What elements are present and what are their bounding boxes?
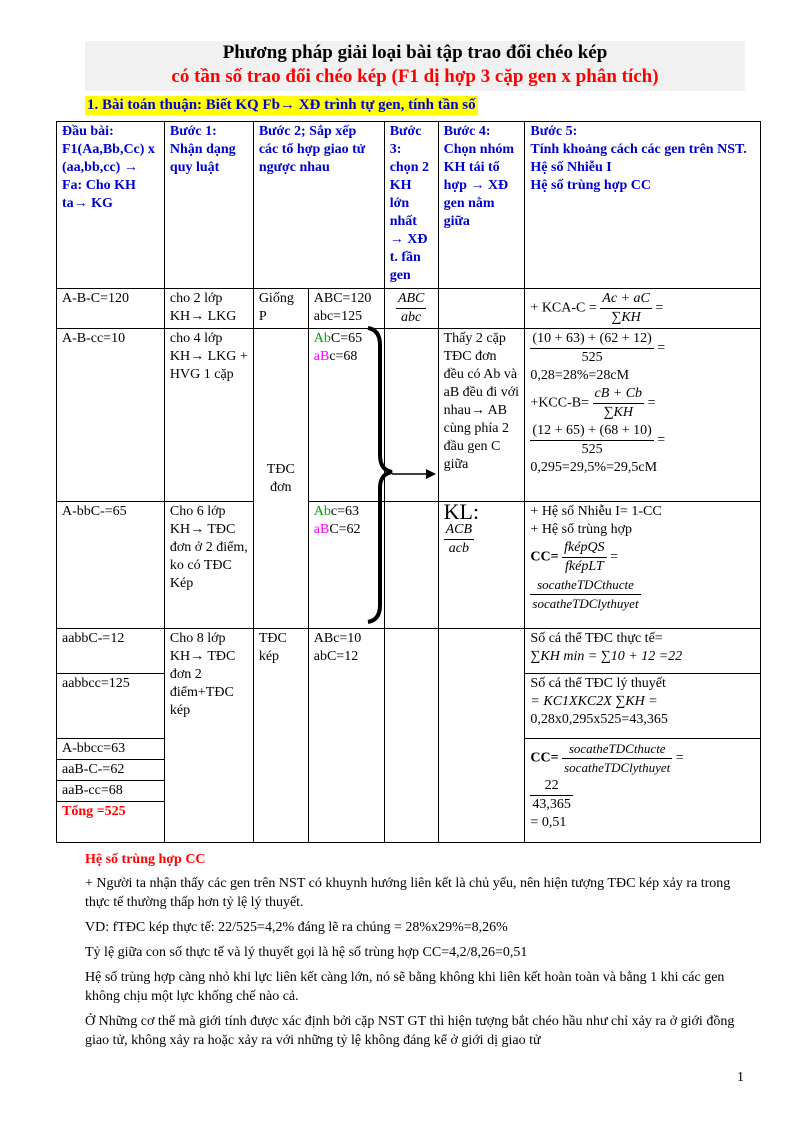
header-de-bai: Đầu bài: F1(Aa,Bb,Cc) x (aa,bb,cc) → Fa: Cho KH ta→ KG — [57, 122, 165, 289]
calc-denominator: 525 — [581, 442, 603, 457]
kc-cb-label: +KCC-B= — [530, 395, 589, 411]
tdc-kep-label: TĐC kép — [253, 629, 308, 843]
so-ca-the-ly-thuyet-result: 0,28x0,295x525=43,365 — [530, 712, 668, 727]
he-so-trung-hop: + Hệ số trùng hợp — [530, 522, 633, 537]
row1-step4 — [438, 289, 525, 329]
notes-paragraph-5: Ở Những cơ thể mà giới tính được xác định bởi cặp NST GT thì hiện tượng bắt chéo hầu như chỉ xảy ra ở giới đồng giao tử, không xảy ra hoặc xảy ra với những tỷ lệ không đáng kể ở giới dị giao tử — [85, 1014, 735, 1048]
title-box — [85, 41, 745, 91]
header-buoc-3: Bước 3: chọn 2 KH lớn nhất → XĐ t. fần gen — [384, 122, 438, 289]
notes-paragraph-2: VD: fTĐC kép thực tế: 22/525=4,2% đáng lẽ ra chúng = 28%x29%=8,26% — [85, 920, 508, 935]
row3-gamete-1 — [314, 503, 379, 521]
row3-step4 — [438, 499, 525, 629]
row4-step4 — [438, 629, 525, 843]
cc-f-fraction — [562, 539, 606, 576]
cc-s-fraction — [530, 576, 640, 613]
conclusion-fraction — [444, 521, 474, 558]
equals-sign: = — [657, 432, 666, 448]
row3-gamete-2 — [314, 521, 379, 539]
gamete-ab-pink: aB — [313, 522, 330, 537]
cc-result: = 0,51 — [530, 815, 567, 830]
page-subtitle-red: có tần số trao đổi chéo kép (F1 dị hợp 3 cặp gen x phân tích) — [171, 66, 659, 87]
row2-step3 — [384, 329, 438, 502]
notes-section — [85, 850, 745, 1056]
row4-step1: Cho 8 lớp KH→ TĐC đơn 2 điểm+TĐC kép — [164, 629, 253, 843]
row2-gametes — [308, 329, 384, 502]
cc-f-denominator: fképLT — [565, 559, 604, 574]
row2-step1: cho 4 lớp KH→ LKG + HVG 1 cặp — [164, 329, 253, 502]
row1-phenotype: A-B-C=120 — [57, 289, 165, 329]
row5-phenotype: aabbcc=125 — [57, 674, 165, 739]
notes-paragraph-1: + Người ta nhận thấy các gen trên NST có khuynh hướng liên kết là chủ yếu, nên hiện tượng TĐC kép xảy ra trong thực tế thường thấp hơn tỷ lệ lý thuyết. — [85, 876, 731, 910]
cc-label: CC= — [530, 750, 559, 766]
kc-ac-calc-fraction — [530, 330, 653, 367]
kc-ac-label: + KCA-C = — [530, 300, 597, 316]
calc-denominator: 525 — [581, 350, 603, 365]
cc-value-formula — [530, 777, 755, 814]
kc-ac-denominator: ∑KH — [611, 310, 641, 325]
row3-step5 — [525, 502, 761, 629]
gamete-value: c=63 — [330, 504, 359, 519]
he-so-nhieu: + Hệ số Nhiễu I= 1-CC — [530, 504, 662, 519]
equals-sign: = — [610, 549, 618, 565]
tdc-don-label: TĐC đơn — [266, 461, 295, 495]
row4-step3 — [384, 629, 438, 843]
phenotype-aab-c: aaB-C-=62 — [57, 760, 164, 781]
page-title: Phương pháp giải loại bài tập trao đổi chéo kép — [222, 42, 608, 63]
phenotype-aab-cc: aaB-cc=68 — [57, 781, 164, 802]
row1-step1: cho 2 lớp KH→ LKG — [164, 289, 253, 329]
cc-label: CC= — [530, 549, 559, 565]
row4-gamete-2: abC=12 — [313, 649, 359, 664]
notes-heading: Hệ số trùng hợp CC — [85, 852, 206, 867]
gamete-ab-green: Ab — [313, 331, 331, 346]
kc-ac-fraction — [600, 290, 652, 327]
header-buoc-5-desc: Tính khoảng cách các gen trên NST. — [530, 142, 747, 157]
fraction-denominator: abc — [401, 310, 422, 325]
row3-step3 — [384, 502, 438, 629]
kc-cb-result: 0,295=29,5%=29,5cM — [530, 460, 658, 475]
method-table — [56, 121, 761, 843]
conclusion-numerator: ACB — [444, 521, 474, 540]
kc-ac-equals: = — [655, 300, 664, 316]
section-heading: 1. Bài toán thuận: Biết KQ Fb→ XĐ trình tự gen, tính tần số — [87, 97, 476, 113]
tdc-don-label-cell — [253, 329, 308, 629]
kc-cb-formula — [530, 385, 755, 422]
phenotype-a-bbcc: A-bbcc=63 — [57, 739, 164, 760]
calc-numerator: (12 + 65) + (68 + 10) — [530, 422, 653, 441]
header-buoc-5 — [525, 122, 761, 289]
page-number: 1 — [737, 1070, 744, 1085]
gamete-ab-green: Ab — [313, 504, 331, 519]
cc-value-numerator: 22 — [530, 777, 573, 796]
kc-cb-denominator: ∑KH — [603, 405, 633, 420]
total-count: Tổng =525 — [62, 804, 126, 819]
header-buoc-2: Bước 2; Sắp xếp các tổ hợp giao tử ngược nhau — [253, 122, 384, 289]
row1-gamete-abc-lower: abc=125 — [313, 309, 363, 324]
kc-ac-numerator: Ac + aC — [600, 290, 652, 309]
row2-step5 — [525, 329, 761, 502]
row1-giong-p: Giống P — [253, 289, 308, 329]
cc-f-numerator: fképQS — [562, 539, 606, 558]
row3-phenotype: A-bbC-=65 — [57, 502, 165, 629]
cc-formula — [530, 539, 755, 576]
row4-step5 — [525, 629, 761, 674]
header-buoc-1: Bước 1: Nhận dạng quy luật — [164, 122, 253, 289]
so-ca-the-thuc-te: Số cá thể TĐC thực tế= — [530, 631, 663, 646]
header-buoc-4: Bước 4: Chọn nhóm KH tái tổ hợp → XĐ gen nằm giữa — [438, 122, 525, 289]
row5-step5 — [525, 674, 761, 739]
row4-gamete-1: ABc=10 — [313, 631, 362, 646]
row1-step3 — [384, 289, 438, 329]
row2-phenotype: A-B-cc=10 — [57, 329, 165, 502]
row1-step5 — [525, 289, 761, 329]
cc-final-numerator: socatheTDCthucte — [562, 740, 672, 759]
kc-cb-fraction — [593, 385, 645, 422]
row6-phenotypes — [57, 739, 165, 843]
row4-gametes — [308, 629, 384, 843]
gamete-value: C=65 — [330, 331, 363, 346]
row-abc — [57, 289, 761, 329]
row3-gametes — [308, 502, 384, 629]
cc-s-numerator: socatheTDCthucte — [530, 576, 640, 595]
equals-sign: = — [657, 340, 666, 356]
row1-gamete-abc-upper: ABC=120 — [313, 291, 372, 306]
cc-value-denominator: 43,365 — [532, 797, 571, 812]
conclusion-label: KL: — [443, 499, 480, 524]
header-buoc-5-cc: Hệ số trùng hợp CC — [530, 178, 651, 193]
kc-ac-result: 0,28=28%=28cM — [530, 368, 630, 383]
row2-step4: Thấy 2 cặp TĐC đơn đều có Ab và aB đều đi với nhau→ AB cùng phía 2 đầu gen C giữa — [438, 329, 525, 502]
header-buoc-5-nhieu: Hệ số Nhiễu I — [530, 160, 612, 175]
notes-paragraph-4: Hệ số trùng hợp càng nhỏ khi lực liên kết càng lớn, nó sẽ bằng không khi liên kết hoàn toàn và bằng 1 khi các gen không chịu một lực khống chế nào cả. — [85, 970, 725, 1004]
cc-final-formula — [530, 740, 755, 777]
row2-gamete-1 — [314, 330, 379, 348]
so-ca-the-thuc-te-calc: ∑KH min = ∑10 + 12 =22 — [530, 649, 683, 664]
so-ca-the-ly-thuyet-formula: = KC1XKC2X ∑KH = — [530, 694, 658, 709]
gamete-value: C=62 — [329, 522, 361, 537]
row4-phenotype: aabbC-=12 — [57, 629, 165, 674]
equals-sign: = — [675, 750, 684, 766]
row6-step5 — [525, 739, 761, 843]
kc-cb-calc — [530, 422, 755, 459]
header-row — [57, 122, 761, 289]
header-buoc-5-title: Bước 5: — [530, 124, 578, 139]
calc-numerator: (10 + 63) + (62 + 12) — [530, 330, 653, 349]
genotype-fraction — [396, 290, 426, 327]
gamete-ab-pink: aB — [313, 349, 330, 364]
fraction-numerator: ABC — [396, 290, 426, 309]
conclusion-denominator: acb — [448, 541, 469, 556]
cc-final-fraction — [562, 740, 672, 777]
equals-sign: = — [647, 395, 656, 411]
cc-s-denominator: socatheTDClythuyet — [532, 596, 639, 611]
kc-cb-numerator: cB + Cb — [593, 385, 645, 404]
row2-gamete-2 — [314, 348, 379, 366]
cc-s-formula — [530, 576, 755, 613]
notes-paragraph-3: Tỷ lệ giữa con số thực tế và lý thuyết gọi là hệ số trùng hợp CC=4,2/8,26=0,51 — [85, 945, 528, 960]
kc-ac-calc — [530, 330, 755, 367]
row1-gametes — [308, 289, 384, 329]
row3-step1: Cho 6 lớp KH→ TĐC đơn ở 2 điểm, ko có TĐC Kép — [164, 502, 253, 629]
row-abbc — [57, 502, 761, 629]
gamete-value: c=68 — [329, 349, 358, 364]
cc-value-fraction — [530, 777, 573, 814]
so-ca-the-ly-thuyet: Số cá thể TĐC lý thuyết — [530, 676, 666, 691]
row-aabbc — [57, 629, 761, 674]
row-abcc — [57, 329, 761, 502]
kc-cb-calc-fraction — [530, 422, 653, 459]
cc-final-denominator: socatheTDClythuyet — [564, 760, 671, 775]
